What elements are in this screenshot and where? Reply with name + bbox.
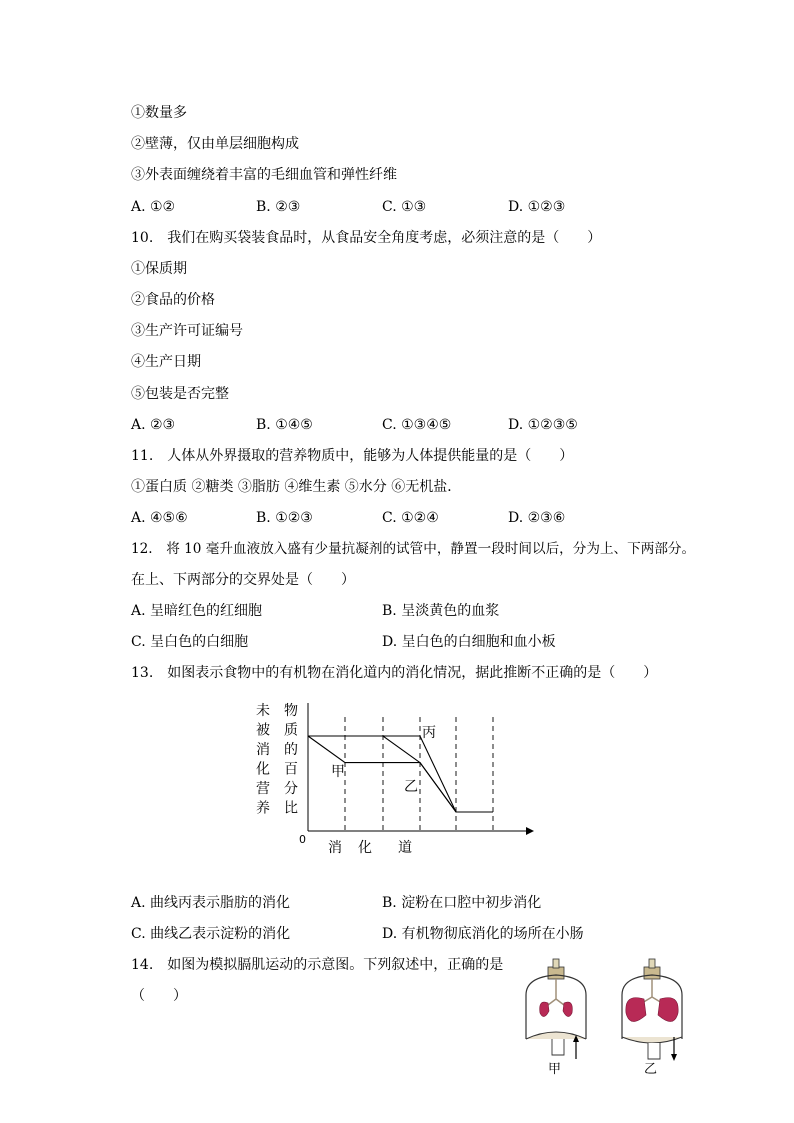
y-axis-label-left: [256, 702, 270, 817]
hand-right: [648, 1043, 660, 1059]
y-label-left-char: 化: [256, 761, 270, 778]
origin-label: 0: [299, 833, 306, 846]
q10-option-a: A. ②③: [131, 417, 176, 433]
q14-stem: 14. 如图为模拟膈肌运动的示意图。下列叙述中，正确的是: [131, 957, 504, 973]
q10-option-d: D. ①②③⑤: [508, 417, 578, 433]
q11-option-b: B. ①②③: [256, 510, 313, 526]
arrow-down-icon: [671, 1054, 677, 1061]
y-label-right-char: 物: [284, 703, 298, 719]
q12-option-d: D. 呈白色的白细胞和血小板: [382, 634, 556, 650]
section-dividers: [345, 717, 493, 831]
jar-left: [526, 959, 586, 1077]
q13-option-d: D. 有机物彻底消化的场所在小肠: [382, 926, 584, 942]
q10-stem: 10. 我们在购买袋装食品时，从食品安全角度考虑，必须注意的是（ ）: [131, 230, 602, 246]
q11-option-c: C. ①②④: [382, 510, 439, 526]
q9-item-2: ②壁薄，仅由单层细胞构成: [131, 136, 299, 152]
diaphragm-right: [622, 1037, 682, 1043]
q10-option-c: C. ①③④⑤: [382, 417, 452, 433]
lung-right-2: [658, 998, 678, 1022]
y-label-left-char: 营: [256, 781, 270, 797]
q12-option-b: B. 呈淡黄色的血浆: [382, 603, 500, 619]
y-label-right-char: 的: [284, 742, 298, 758]
series-label: 乙: [404, 779, 418, 795]
trachea-right: [642, 979, 662, 1003]
y-label-left-char: 养: [256, 800, 270, 817]
x-axis-label: [328, 839, 412, 856]
tube-top-left: [553, 959, 559, 968]
q12-stem-line2: 在上、下两部分的交界处是（ ）: [131, 572, 355, 588]
q9-option-d: D. ①②③: [508, 199, 566, 215]
hand-left: [552, 1039, 564, 1055]
x-label-char: 消: [328, 840, 342, 856]
lung-left-2: [563, 1002, 572, 1016]
q13-stem: 13. 如图表示食物中的有机物在消化道内的消化情况，据此推断不正确的是（ ）: [131, 665, 658, 681]
q10-option-b: B. ①④⑤: [256, 417, 313, 433]
q11-items: ①蛋白质 ②糖类 ③脂肪 ④维生素 ⑤水分 ⑥无机盐．: [131, 479, 462, 495]
q9-option-c: C. ①③: [382, 199, 427, 215]
digestion-chart: [250, 695, 540, 865]
q10-item-5: ⑤包装是否完整: [131, 386, 229, 402]
y-label-left-char: 消: [256, 742, 270, 758]
stopper-right: [644, 967, 660, 979]
y-label-right-char: 分: [284, 781, 298, 797]
x-label-char: 道: [398, 840, 412, 856]
q9-item-1: ①数量多: [131, 105, 187, 121]
jar-right: [622, 959, 682, 1077]
trachea-left: [548, 979, 564, 1005]
tube-top-right: [649, 959, 655, 968]
x-label-char: 化: [358, 840, 372, 856]
y-label-right-char: 质: [284, 722, 298, 739]
q10-item-1: ①保质期: [131, 261, 187, 277]
q14-bracket: （ ）: [131, 988, 187, 1004]
series-label: 甲: [331, 764, 345, 780]
q13-option-b: B. 淀粉在口腔中初步消化: [382, 895, 542, 911]
y-label-left-char: 未: [256, 703, 270, 719]
q10-item-4: ④生产日期: [131, 354, 201, 370]
q13-option-a: A. 曲线丙表示脂肪的消化: [131, 895, 291, 911]
q11-option-d: D. ②③⑥: [508, 510, 566, 526]
lung-left-1: [540, 1002, 549, 1016]
q12-stem-line1: 12. 将 10 毫升血液放入盛有少量抗凝剂的试管中，静置一段时间以后，分为上、下两部分。: [131, 541, 696, 557]
q12-option-c: C. 呈白色的白细胞: [131, 634, 249, 650]
q9-option-a: A. ①②: [131, 199, 176, 215]
y-label-left-char: 被: [256, 722, 270, 739]
q13-option-c: C. 曲线乙表示淀粉的消化: [131, 926, 291, 942]
diaphragm-model-diagram: [518, 955, 698, 1080]
stopper-left: [548, 967, 564, 979]
y-label-right-char: 比: [284, 800, 298, 817]
lung-right-1: [626, 998, 646, 1022]
q12-option-a: A. 呈暗红色的红细胞: [131, 603, 263, 619]
y-label-right-char: 百: [284, 761, 298, 778]
q9-item-3: ③外表面缠绕着丰富的毛细血管和弹性纤维: [131, 167, 397, 183]
label-jia: 甲: [548, 1062, 562, 1077]
q10-item-2: ②食品的价格: [131, 292, 215, 308]
label-yi: 乙: [644, 1062, 658, 1077]
q11-option-a: A. ④⑤⑥: [131, 510, 188, 526]
q10-item-3: ③生产许可证编号: [131, 323, 243, 339]
q11-stem: 11. 人体从外界摄取的营养物质中，能够为人体提供能量的是（ ）: [131, 448, 574, 464]
q9-option-b: B. ②③: [256, 199, 301, 215]
series-label: 丙: [422, 725, 436, 741]
x-axis-arrow: [526, 827, 534, 835]
y-axis-label-right: [284, 702, 298, 817]
